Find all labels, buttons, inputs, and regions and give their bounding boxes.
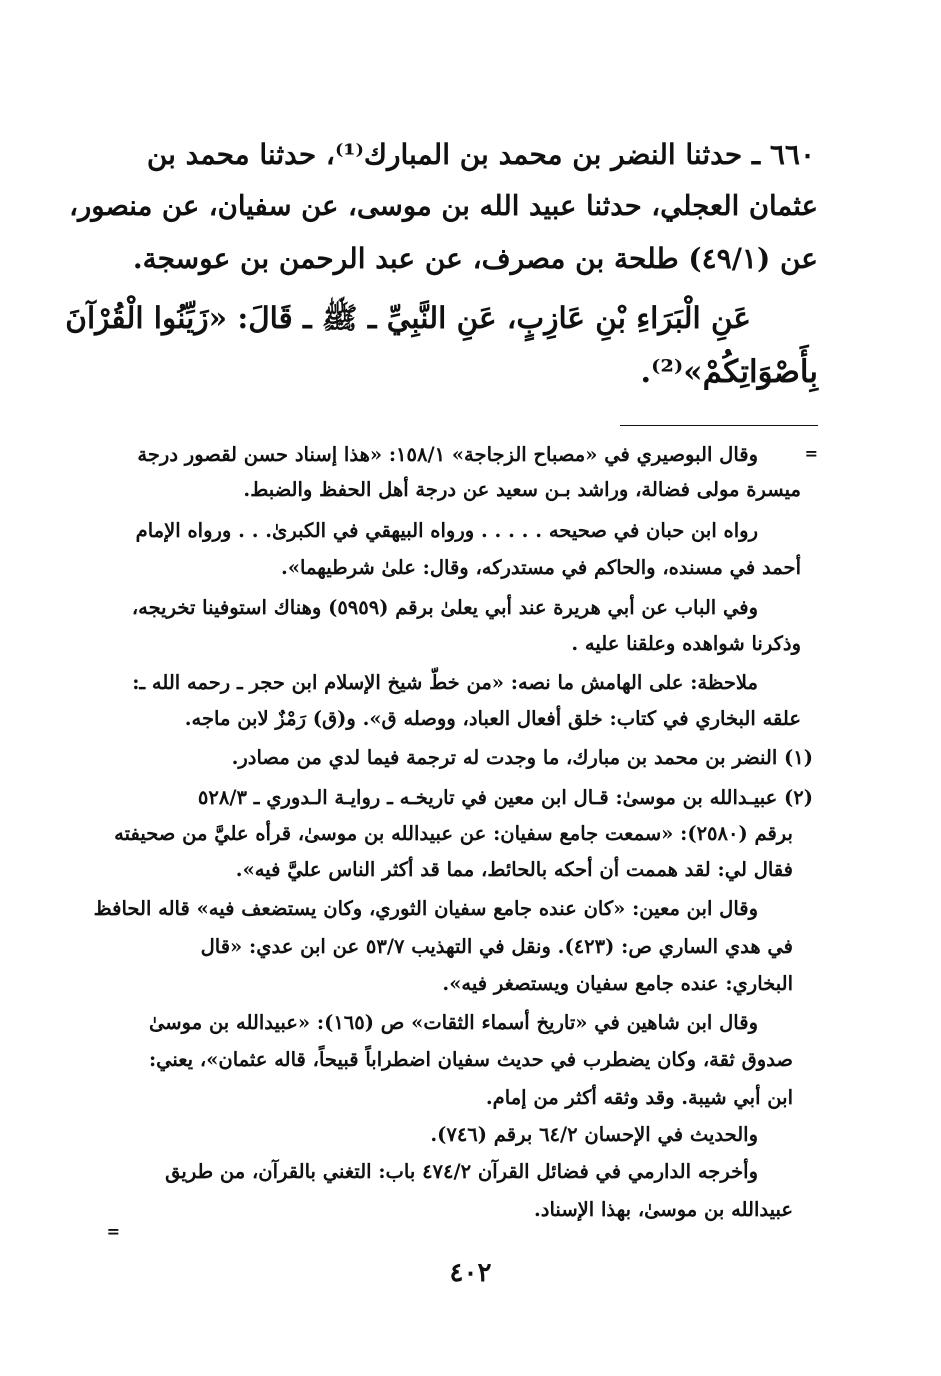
main-text-line: عن (٤٩/١) طلحة بن مصرف، عن عبد الرحمن بن عوسجة.: [132, 242, 818, 275]
footnote-line: وذكرنا شواهده وعلقنا عليه .: [571, 632, 801, 655]
main-text-line: عثمان العجلي، حدثنا عبيد الله بن موسى، عن سفيان، عن منصور،: [69, 190, 818, 222]
footnote-line: وقال ابن معين: «كان عنده جامع سفيان الثوري، وكان يستضعف فيه» قاله الحافظ: [93, 897, 758, 920]
footnote-line: ملاحظة: على الهامش ما نصه: «من خطّ شيخ الإسلام ابن حجر ـ رحمه الله ـ:: [132, 671, 758, 694]
footnote-line: رواه ابن حبان في صحيحه . . . . . ورواه البيهقي في الكبرىٰ. . . ورواه الإمام: [135, 519, 758, 542]
page-number: ٤٠٢: [449, 1258, 492, 1288]
footnote-line: وفي الباب عن أبي هريرة عند أبي يعلىٰ برقم (٥٩٥٩) وهناك استوفينا تخريجه،: [131, 596, 758, 619]
end-mark: =: [106, 1222, 120, 1241]
footnote-line: والحديث في الإحسان ٦٤/٢ برقم (٧٤٦).: [430, 1123, 758, 1146]
footnote-line: صدوق ثقة، وكان يضطرب في حديث سفيان اضطراباً قبيحاً، قاله عثمان»، يعني:: [148, 1048, 793, 1071]
footnote-line: في هدي الساري ص: (٤٢٣). ونقل في التهذيب ٥٣/٧ عن ابن عدي: «قال: [200, 935, 793, 958]
hadith-text-line: عَنِ الْبَرَاءِ بْنِ عَازِبٍ، عَنِ النَّبِيِّ ـ ﷺ ـ قَالَ: «زَيِّنُوا الْقُرْآنَ: [65, 300, 751, 335]
footnote-line: فقال لي: لقد هممت أن أحكه بالحائط، مما قد أكثر الناس عليَّ فيه».: [235, 858, 793, 881]
footnote-line: علقه البخاري في كتاب: خلق أفعال العباد، ووصله ق». و(ق) رَمْزٌ لابن ماجه.: [184, 707, 801, 730]
continuation-mark: =: [804, 444, 818, 463]
footnote-line: (٢) عبيـدالله بن موسىٰ: قـال ابن معين في تاريخـه ـ روايـة الـدوري ـ ٥٢٨/٣: [197, 786, 813, 809]
footnote-line: برقم (٢٥٨٠): «سمعت جامع سفيان: عن عبيدالله بن موسىٰ، قرأه عليَّ من صحيفته: [114, 822, 793, 845]
footnote-line: وأخرجه الدارمي في فضائل القرآن ٤٧٤/٢ باب: التغني بالقرآن، من طريق: [165, 1160, 758, 1183]
footnote-line: وقال ابن شاهين في «تاريخ أسماء الثقات» ص (١٦٥): «عبيدالله بن موسىٰ: [149, 1011, 758, 1034]
footnote-line: ابن أبي شيبة. وقد وثقه أكثر من إمام.: [485, 1086, 793, 1109]
footnote-line: البخاري: عنده جامع سفيان ويستصغر فيه».: [442, 972, 793, 995]
hadith-text-line: بِأَصْوَاتِكُمْ»⁽²⁾.: [640, 354, 818, 390]
footnote-line: (١) النضر بن محمد بن مبارك، ما وجدت له ترجمة فيما لدي من مصادر.: [231, 746, 813, 769]
footnote-line: أحمد في مسنده، والحاكم في مستدركه، وقال: علىٰ شرطيهما».: [281, 556, 801, 579]
main-text-line: ٦٦٠ ـ حدثنا النضر بن محمد بن المبارك⁽¹⁾، حدثنا محمد بن: [146, 138, 815, 171]
footnote-line: عبيدالله بن موسىٰ، بهذا الإسناد.: [534, 1198, 793, 1221]
footnote-line: ميسرة مولى فضالة، وراشد بـن سعيد عن درجة أهل الحفظ والضبط.: [243, 478, 801, 501]
footnote-line: وقال البوصيري في «مصباح الزجاجة» ١٥٨/١: «هذا إسناد حسن لقصور درجة: [137, 443, 758, 466]
footnote-separator: [620, 425, 818, 426]
